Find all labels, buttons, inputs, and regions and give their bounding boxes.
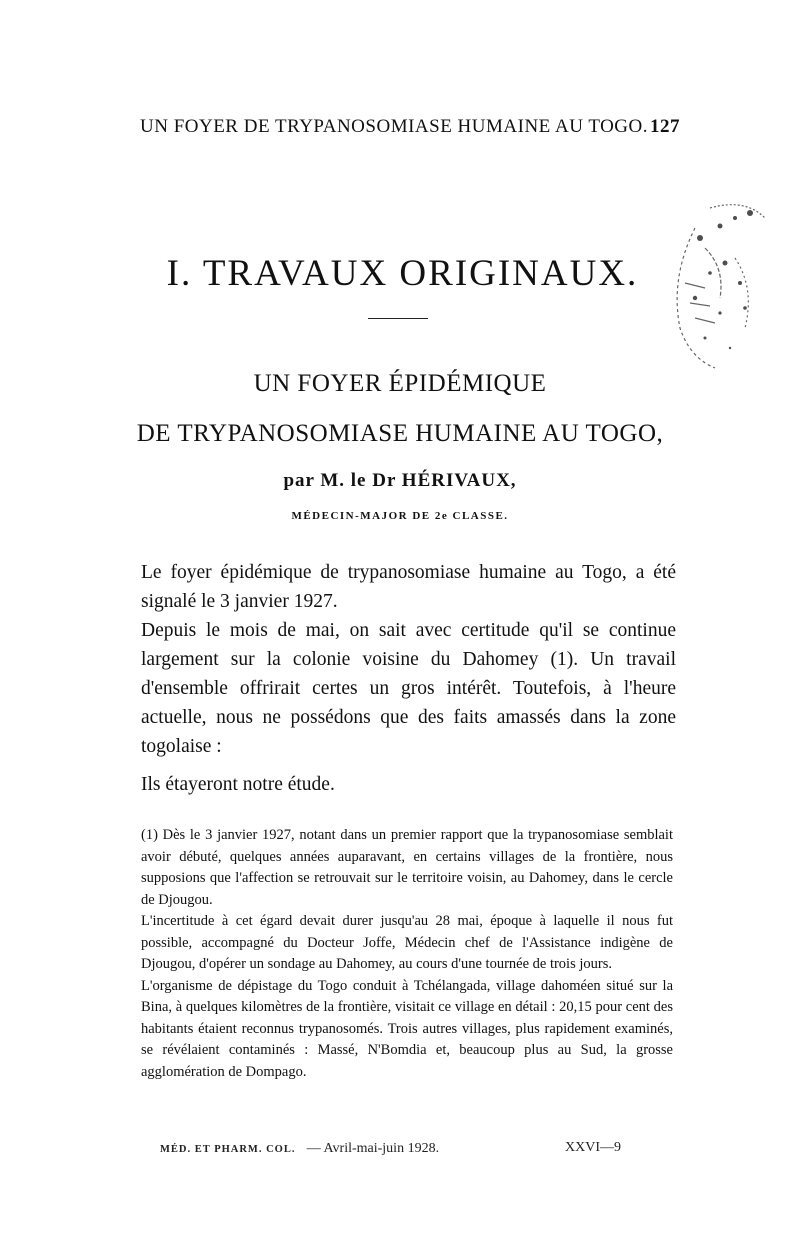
page-number: 127 <box>650 116 680 137</box>
footnote-paragraph-3: L'organisme de dépistage du Togo conduit à Tchélangada, village dahoméen situé sur la Bina, à quelques kilomètres de la frontière, visitait ce village en détail : 20,15 pour cent des habitants étaient reconnus trypanosomés. Trois autres villages, plus rapidement examinés, se révélaient contaminés : Massé, N'Bomdia et, beaucoup plus au Sud, la grosse agglomération de Dompago. <box>141 977 673 1080</box>
article-title-line-1: UN FOYER ÉPIDÉMIQUE <box>253 370 547 397</box>
body-paragraph-3: Ils étayeront notre étude. <box>141 774 335 795</box>
footnote-paragraph-1: (1) Dès le 3 janvier 1927, notant dans un premier rapport que la trypanosomiase semblait avoir débuté, quelques années auparavant, en certains villages de la frontière, nous supposions que l'affection se retrouvait sur le territoire voisin, au Dahomey, dans le cercle de Djougou. <box>141 827 673 908</box>
running-header <box>140 116 680 138</box>
article-title-line-2: DE TRYPANOSOMIASE HUMAINE AU TOGO, <box>136 420 664 447</box>
body-text <box>141 558 676 799</box>
running-title: UN FOYER DE TRYPANOSOMIASE HUMAINE AU TOGO. <box>140 116 648 137</box>
author-rank: MÉDECIN-MAJOR DE 2e CLASSE. <box>291 510 509 522</box>
footnote <box>141 825 673 1083</box>
page-footer <box>160 1140 660 1157</box>
title-divider <box>368 318 428 319</box>
section-title: I. TRAVAUX ORIGINAUX. <box>166 253 639 294</box>
body-paragraph-1: Le foyer épidémique de trypanosomiase humaine au Togo, a été signalé le 3 janvier 1927. <box>141 562 676 612</box>
author-byline: par M. le Dr HÉRIVAUX, <box>283 470 517 491</box>
body-paragraph-2: Depuis le mois de mai, on sait avec certitude qu'il se continue largement sur la colonie voisine du Dahomey (1). Un travail d'ensemble offrirait certes un gros intérêt. Toutefois, à l'heure actuelle, nous ne possédons que des faits amassés dans la zone togolaise : <box>141 620 676 757</box>
journal-name: MÉD. ET PHARM. COL. <box>160 1144 296 1155</box>
footnote-paragraph-2: L'incertitude à cet égard devait durer jusqu'au 28 mai, époque à laquelle il nous fut possible, accompagné du Docteur Joffe, Médecin chef de l'Assistance indigène de Djougou, d'opérer un sondage au Dahomey, au cours d'une tournée de trois jours. <box>141 913 673 972</box>
signature-mark: XXVI—9 <box>565 1140 621 1155</box>
issue-date: — Avril-mai-juin 1928. <box>306 1141 440 1156</box>
